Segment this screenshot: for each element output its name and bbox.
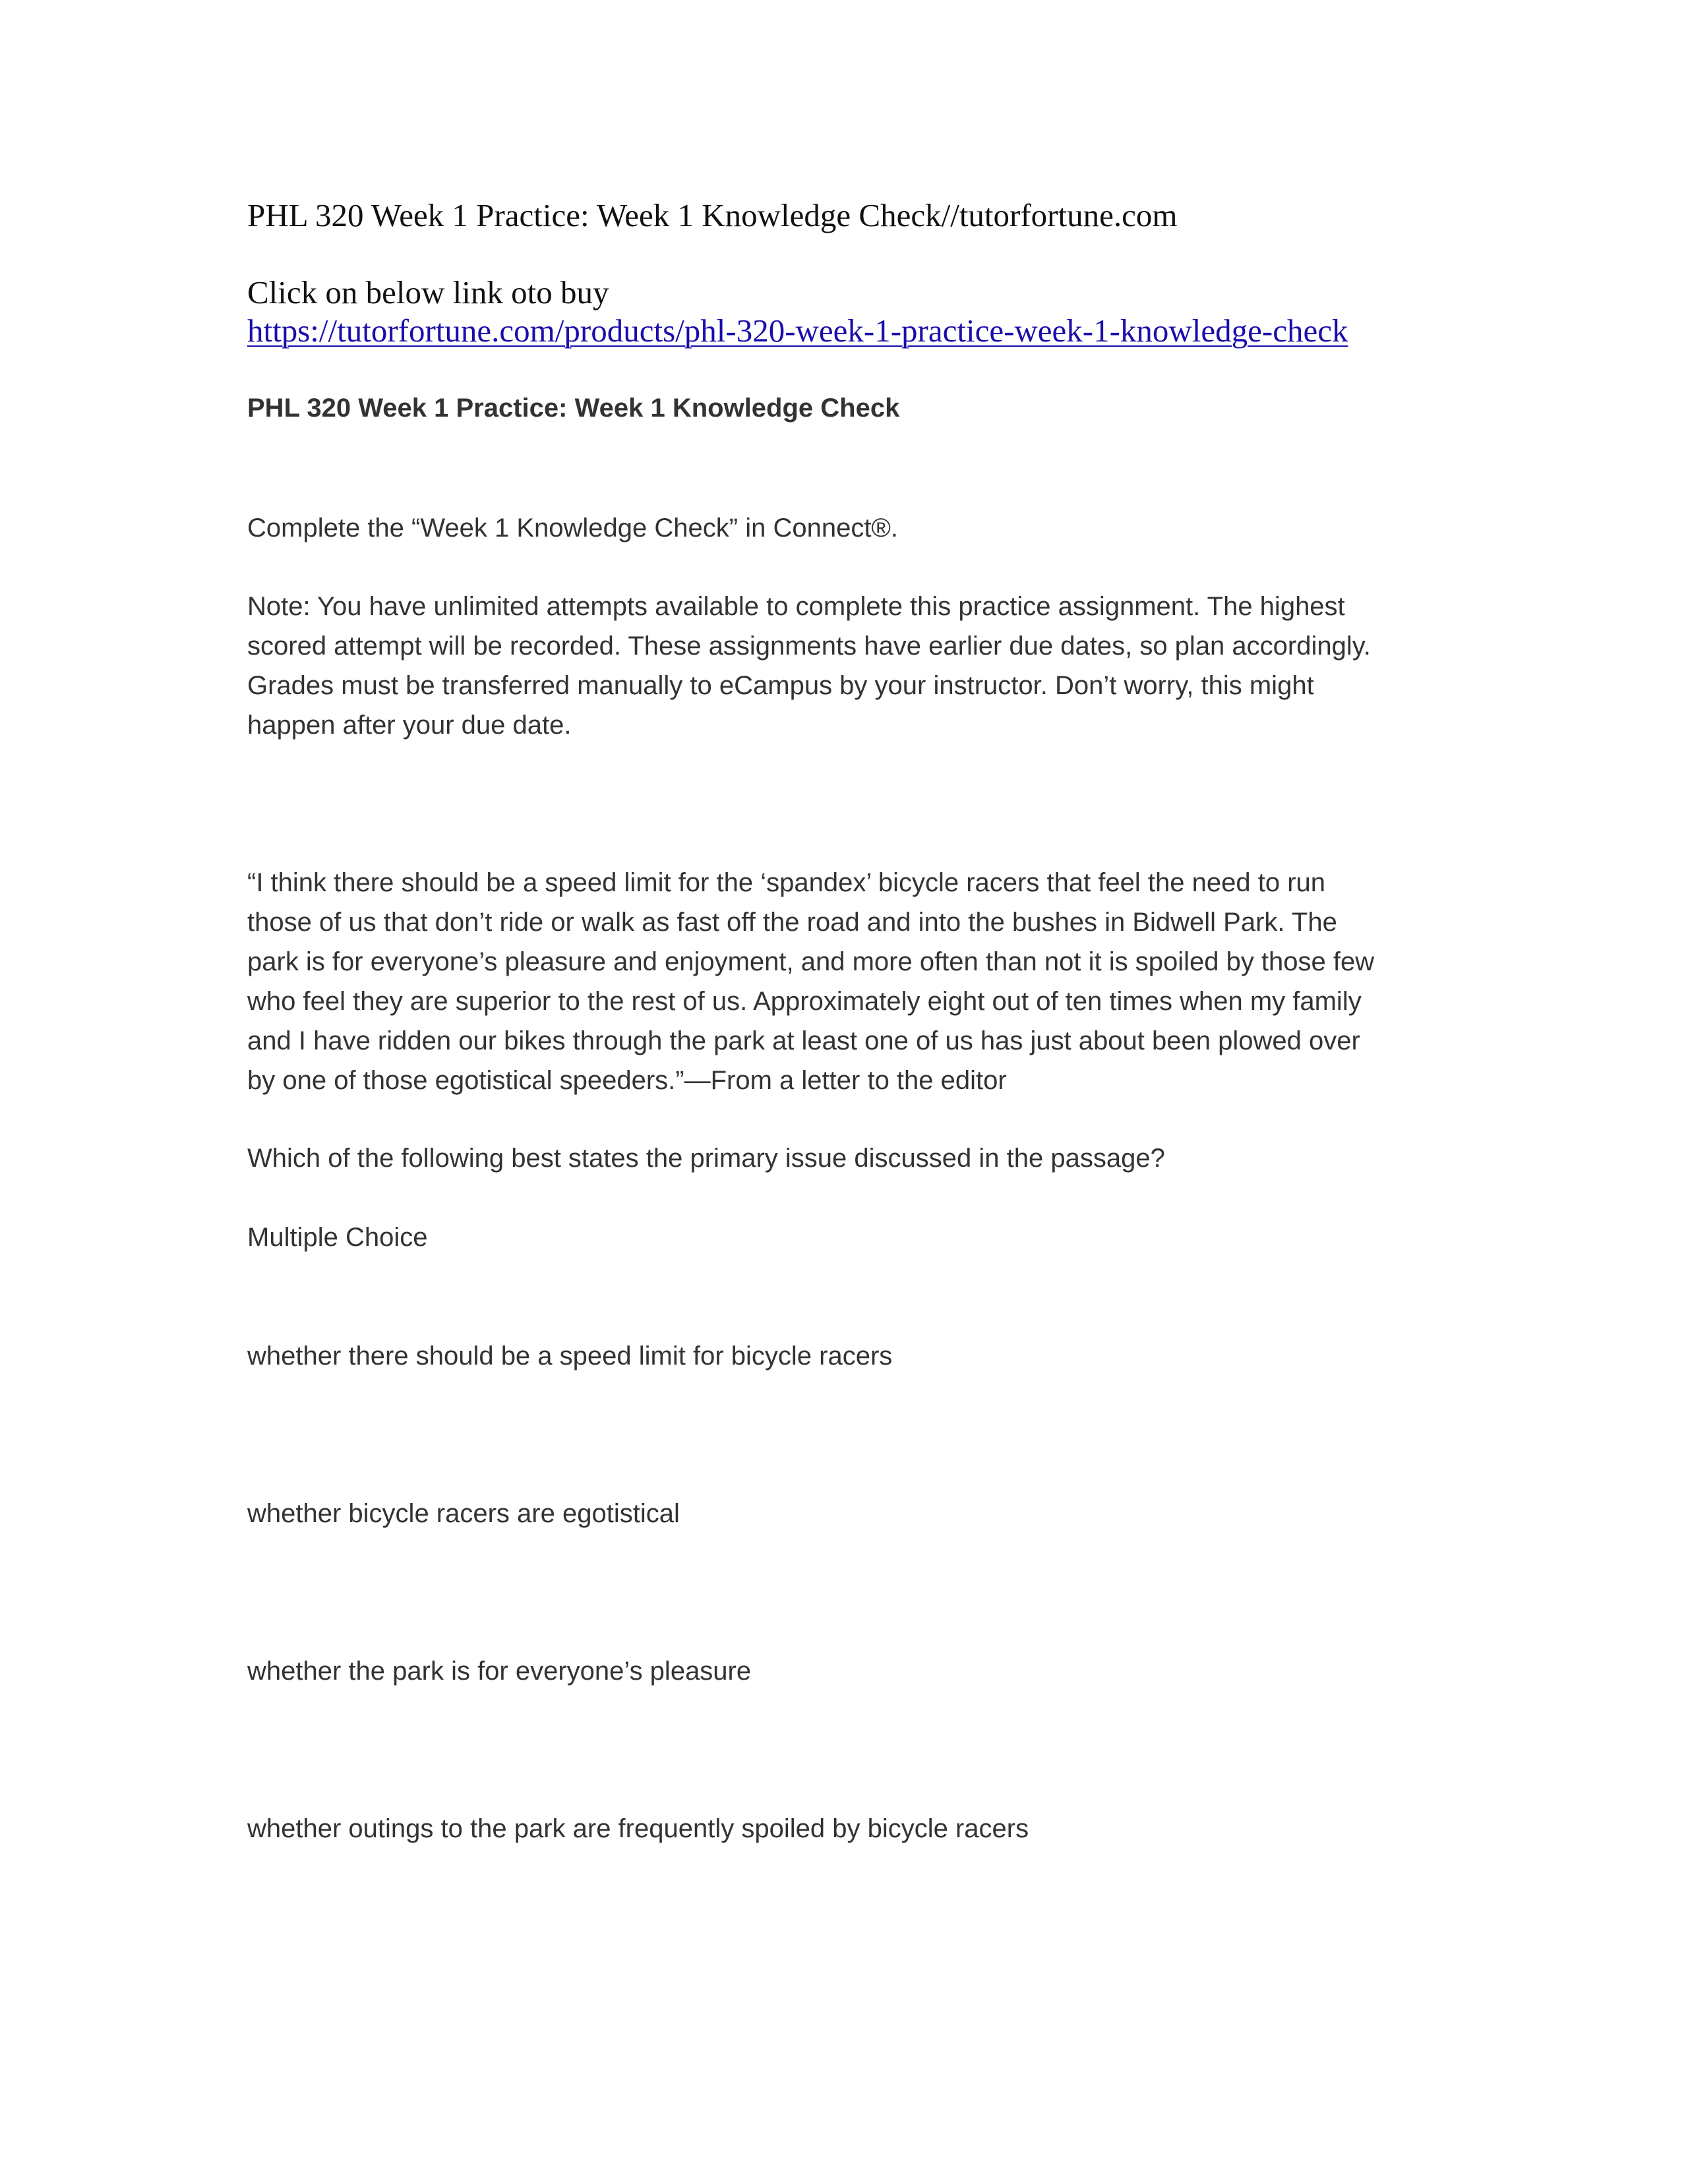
passage-quote xyxy=(247,863,1441,1100)
passage-line: park is for everyone’s pleasure and enjoyment, and more often than not it is spoiled by those few xyxy=(247,947,1375,976)
passage-line: those of us that don’t ride or walk as fast off the road and into the bushes in Bidwell Park. The xyxy=(247,908,1337,937)
answer-option: whether there should be a speed limit for bicycle racers xyxy=(247,1342,893,1371)
answer-option: whether bicycle racers are egotistical xyxy=(247,1499,680,1528)
product-link[interactable]: https://tutorfortune.com/products/phl-320-week-1-practice-week-1-knowledge-check xyxy=(247,312,1348,349)
note-line: Grades must be transferred manually to eCampus by your instructor. Don’t worry, this might xyxy=(247,671,1314,700)
note-line: scored attempt will be recorded. These assignments have earlier due dates, so plan accordingly. xyxy=(247,632,1371,661)
question-type-label: Multiple Choice xyxy=(247,1223,428,1252)
note-line: Note: You have unlimited attempts available to complete this practice assignment. The highest xyxy=(247,592,1345,621)
buy-prompt: Click on below link oto buy xyxy=(247,274,609,310)
question-text: Which of the following best states the primary issue discussed in the passage? xyxy=(247,1144,1165,1173)
passage-line: and I have ridden our bikes through the park at least one of us has just about been plowed over xyxy=(247,1026,1360,1055)
answer-option: whether outings to the park are frequently spoiled by bicycle racers xyxy=(247,1814,1029,1843)
assignment-heading: PHL 320 Week 1 Practice: Week 1 Knowledge Check xyxy=(247,394,900,423)
document-title: PHL 320 Week 1 Practice: Week 1 Knowledge Check//tutorfortune.com xyxy=(247,197,1178,233)
note-line: happen after your due date. xyxy=(247,711,572,740)
instruction-text: Complete the “Week 1 Knowledge Check” in Connect®. xyxy=(247,514,899,543)
note-paragraph xyxy=(247,587,1441,745)
passage-line: who feel they are superior to the rest of us. Approximately eight out of ten times when my family xyxy=(247,987,1362,1016)
passage-line: by one of those egotistical speeders.”—From a letter to the editor xyxy=(247,1066,1007,1095)
answer-option: whether the park is for everyone’s pleasure xyxy=(247,1657,752,1686)
passage-line: “I think there should be a speed limit for the ‘spandex’ bicycle racers that feel the need to run xyxy=(247,868,1325,897)
